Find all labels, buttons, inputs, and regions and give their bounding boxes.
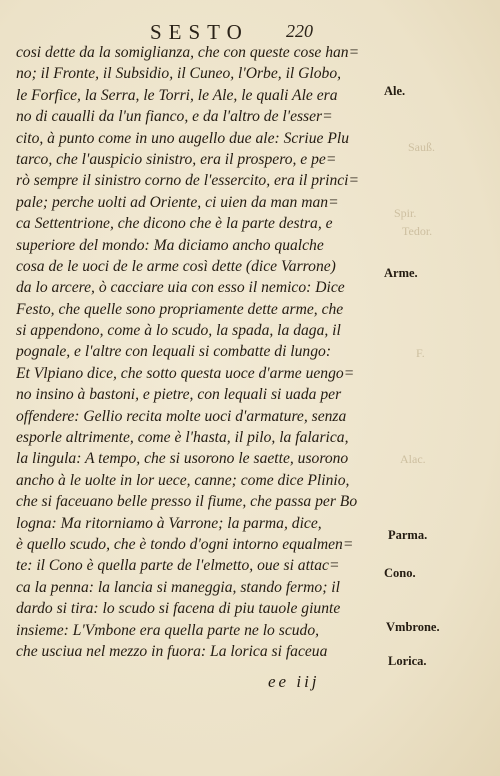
- text-line: Et Vlpiano dice, che sotto questa uoce d'arme uengo=: [16, 364, 355, 382]
- text-line: dardo si tira: lo scudo si facena di piu tauole giunte: [16, 600, 341, 618]
- text-line: pognale, e l'altre con lequali si combatte di lungo:: [16, 343, 332, 361]
- text-line: cosi dette da la somiglianza, che con queste cose han=: [16, 44, 360, 61]
- marginal-note-vmbrone: Vmbrone.: [386, 620, 440, 634]
- signature-mark: ee iij: [268, 672, 320, 691]
- text-line: offendere: Gellio recita molte uoci d'armature, senza: [16, 407, 347, 425]
- text-line: Festo, che quelle sono propriamente dette arme, che: [16, 300, 344, 318]
- marginal-note-ale: Ale.: [384, 84, 406, 98]
- text-line: la lingula: A tempo, che si usorono le saette, usorono: [16, 450, 349, 468]
- text-line: no di caualli da l'un fianco, e da l'altro de l'esser=: [16, 108, 333, 126]
- text-line: si appendono, come à lo scudo, la spada, la daga, il: [16, 322, 341, 340]
- text-line: che si faceuano belle presso il fiume, che passa per Bo: [16, 493, 358, 511]
- text-line: tarco, che l'auspicio sinistro, era il prospero, e pe=: [16, 150, 337, 168]
- text-line: ca Settentrione, che dicono che è la parte destra, e: [16, 215, 333, 233]
- text-line: è quello scudo, che è tondo d'ogni intorno equalmen=: [16, 535, 354, 553]
- page-number: 220: [286, 21, 313, 41]
- text-line: no insino à bastoni, e pietre, con lequali si uada per: [16, 386, 342, 404]
- marginal-note-parma: Parma.: [388, 528, 428, 542]
- text-line: cosa de le uoci de le arme così dette (dice Varrone): [16, 257, 336, 275]
- text-line: le Forfice, la Serra, le Torri, le Ale, le quali Ale era: [16, 86, 338, 104]
- text-line: cito, à punto come in uno augello due ale: Scriue Plu: [16, 129, 350, 147]
- text-line: da lo arcere, ò cacciare uia con esso il nemico: Dice: [16, 279, 345, 297]
- text-line: no; il Fronte, il Subsidio, il Cuneo, l'Orbe, il Globo,: [16, 65, 342, 83]
- marginal-note-cono: Cono.: [384, 566, 416, 580]
- marginal-note-arme: Arme.: [384, 266, 418, 280]
- text-line: che usciua nel mezzo in fuora: La lorica si faceua: [16, 642, 328, 660]
- text-line: superiore del mondo: Ma diciamo ancho qualche: [16, 236, 324, 254]
- text-line: pale; perche uolti ad Oriente, ci uien da man man=: [16, 193, 339, 211]
- running-head: SESTO: [150, 20, 249, 44]
- page-header: [0, 20, 500, 42]
- text-line: ca la penna: la lancia si maneggia, stando fermo; il: [16, 578, 340, 596]
- text-line: rò sempre il sinistro corno de l'essercito, era il princi=: [16, 172, 360, 190]
- show-through: Sauß. Spir. Tedor. F. Alac.: [394, 140, 435, 466]
- text-line: logna: Ma ritorniamo à Varrone; la parma, dice,: [16, 514, 322, 532]
- body-text: [16, 42, 386, 662]
- text-line: insieme: L'Vmbone era quella parte ne lo scudo,: [16, 621, 320, 639]
- text-line: te: il Cono è quella parte de l'elmetto, oue si attac=: [16, 557, 340, 575]
- marginal-note-lorica: Lorica.: [388, 654, 427, 668]
- text-line: esporle altrimente, come è l'hasta, il pilo, la falarica,: [16, 429, 349, 447]
- text-line: ancho à le uolte in lor uece, canne; come dice Plinio,: [16, 471, 350, 489]
